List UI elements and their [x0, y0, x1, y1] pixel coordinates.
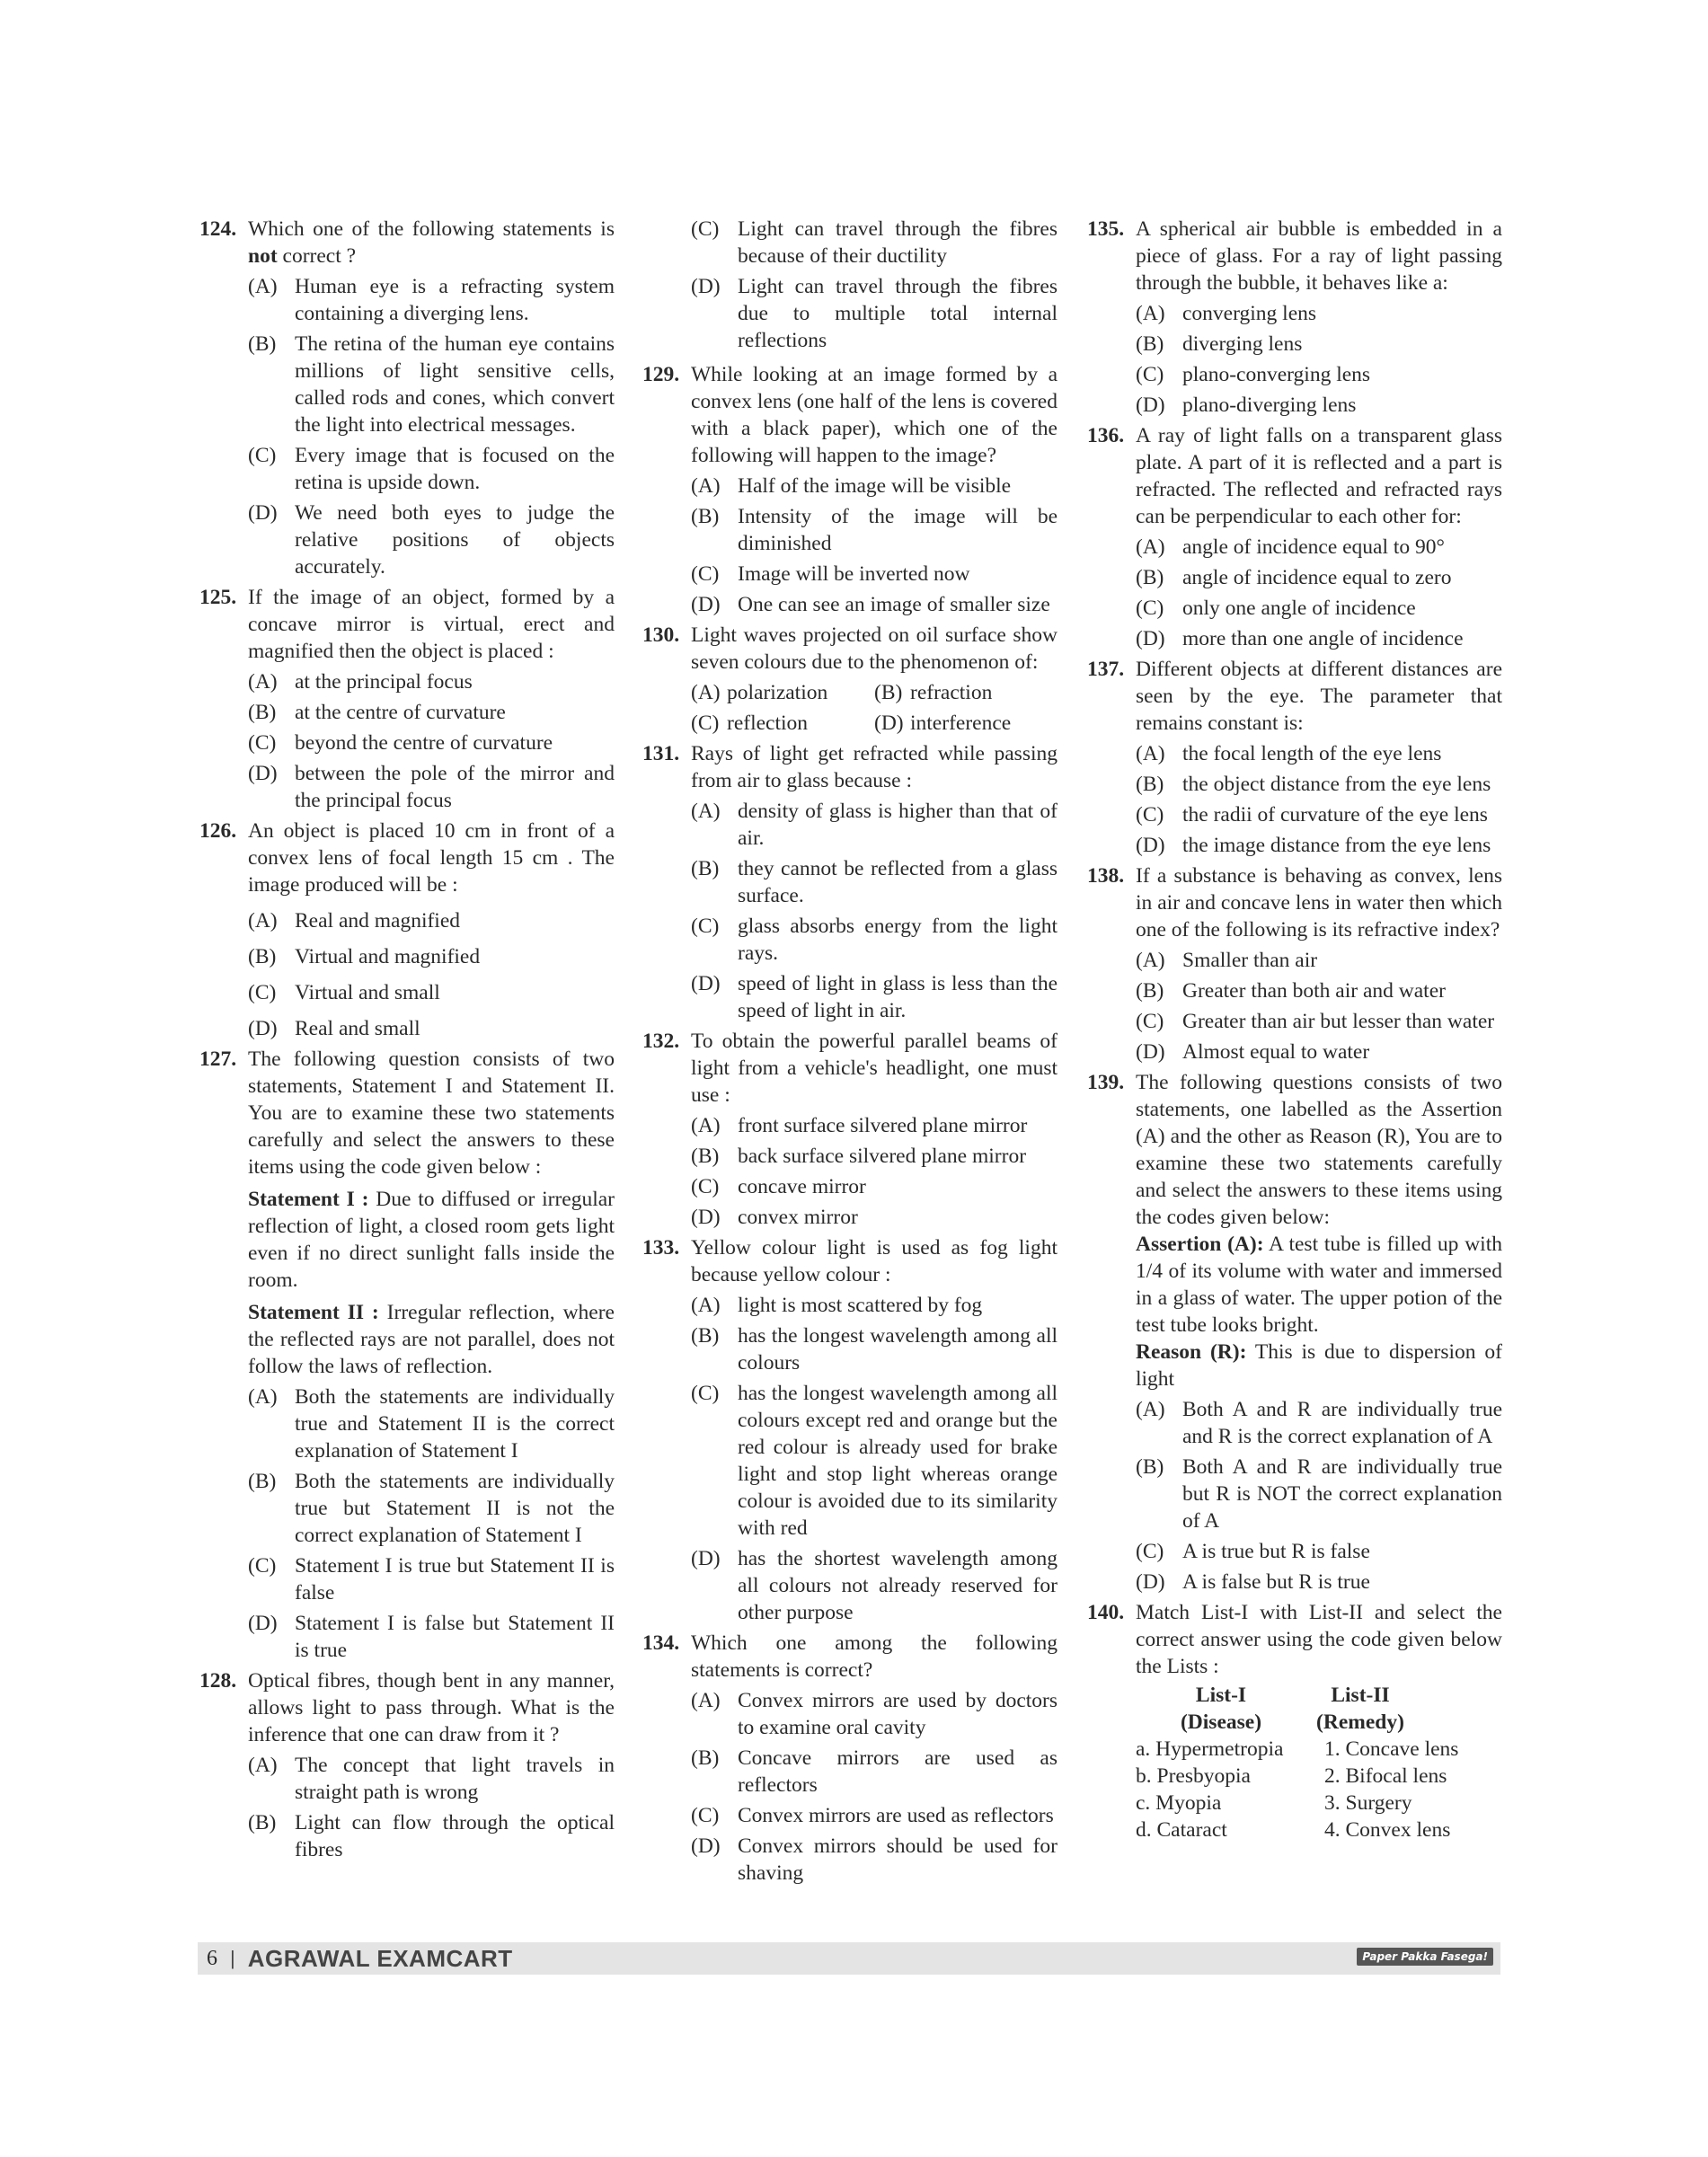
question-stem: To obtain the powerful parallel beams of light from a vehicle's headlight, one must use : [691, 1030, 1058, 1107]
option-c: (C) has the longest wavelength among all colours except red and orange but the red colour is already used for brake light and stop light whereas orange colour is avoided due to its similarity with red [691, 1382, 1058, 1540]
option-c: (C) A is true but R is false [1136, 1540, 1370, 1563]
question-number: 126. [199, 819, 237, 843]
question-stem: Different objects at different distances are seen by the eye. The parameter that remains constant is: [1136, 658, 1502, 735]
option-a: (A) angle of incidence equal to 90° [1136, 535, 1445, 559]
question-127 [199, 1046, 615, 1664]
page-number: 6 [207, 1946, 217, 1970]
table-row: d. Cataract 4. Convex lens [1136, 1818, 1451, 1842]
option-d: (D) Convex mirrors should be used for shaving [691, 1834, 1058, 1885]
option-a: (A) Human eye is a refracting system containing a diverging lens. [248, 275, 615, 325]
option-a: (A) Both A and R are individually true and R is the correct explanation of A [1136, 1398, 1502, 1448]
option-b: (B) they cannot be reflected from a glass surface. [691, 857, 1058, 907]
option-b: (B) back surface silvered plane mirror [691, 1145, 1027, 1168]
question-124 [199, 216, 615, 580]
list-2-subheader: (Remedy) [1316, 1711, 1404, 1734]
option-d: (D) convex mirror [691, 1206, 858, 1229]
question-stem: A spherical air bubble is embedded in a piece of glass. For a ray of light passing through the bubble, it behaves like a: [1136, 217, 1502, 295]
question-135 [1087, 216, 1502, 419]
option-c: (C) Light can travel through the fibres because of their ductility [691, 217, 1058, 268]
question-140 [1087, 1599, 1502, 1843]
question-number: 132. [642, 1030, 680, 1053]
option-b: (B) Concave mirrors are used as reflectors [691, 1746, 1058, 1797]
option-a: (A) Real and magnified [248, 909, 461, 933]
question-139 [1087, 1069, 1502, 1596]
option-b: (B) The retina of the human eye contains millions of light sensitive cells, called rods and cones, which convert the light into electrical messages. [248, 332, 615, 437]
question-stem: An object is placed 10 cm in front of a convex lens of focal length 15 cm . The image produced will be : [248, 819, 615, 897]
list-2-header: List-II [1331, 1684, 1390, 1707]
option-c: (C) glass absorbs energy from the light rays. [691, 915, 1058, 965]
question-stem: Which one among the following statements is correct? [691, 1631, 1058, 1682]
option-a: (A) Both the statements are individually true and Statement II is the correct explanation of Statement I [248, 1385, 615, 1463]
option-c: (C) Greater than air but lesser than water [1136, 1010, 1495, 1033]
statement-1: Statement I : Due to diffused or irregular reflection of light, a closed room gets light even if no direct sunlight falls inside the room. [248, 1188, 615, 1292]
option-d: (D) plano-diverging lens [1136, 393, 1357, 417]
question-128 [199, 1667, 615, 1863]
option-d: (D) speed of light in glass is less than the speed of light in air. [691, 972, 1058, 1022]
option-a: (A) The concept that light travels in straight path is wrong [248, 1754, 615, 1804]
option-c: (C) the radii of curvature of the eye lens [1136, 803, 1488, 827]
option-c: (C) concave mirror [691, 1175, 866, 1198]
list-1-header: List-I [1195, 1684, 1247, 1707]
question-stem: If a substance is behaving as convex, lens in air and concave lens in water then which one of the following is its refractive index? [1136, 864, 1502, 941]
brand-logo: AGRAWAL EXAMCART [247, 1944, 513, 1972]
option-a: (A) converging lens [1136, 302, 1317, 325]
list-1-subheader: (Disease) [1180, 1711, 1262, 1734]
question-136 [1087, 422, 1502, 652]
option-d: (D) We need both eyes to judge the relative positions of objects accurately. [248, 501, 615, 579]
question-133 [642, 1234, 1058, 1626]
question-stem: Light waves projected on oil surface show seven colours due to the phenomenon of: [691, 623, 1058, 674]
table-row: a. Hypermetropia 1. Concave lens [1136, 1737, 1459, 1761]
option-d: (D) the image distance from the eye lens [1136, 834, 1491, 857]
column-2 [642, 216, 1058, 1890]
question-stem: The following question consists of two statements, Statement I and Statement II. You are to examine these two statements carefully and select the answers to these items using the code given below : [248, 1048, 615, 1179]
question-130 [642, 622, 1058, 737]
question-129 [642, 361, 1058, 618]
option-d: (D) has the shortest wavelength among all colours not already reserved for other purpose [691, 1547, 1058, 1624]
match-list-table [1136, 1682, 1502, 1843]
option-c: (C) Convex mirrors are used as reflectors [691, 1804, 1054, 1827]
question-number: 136. [1087, 424, 1125, 447]
question-number: 137. [1087, 658, 1125, 681]
question-number: 138. [1087, 864, 1125, 888]
option-b: (B) angle of incidence equal to zero [1136, 566, 1452, 589]
option-a: (A) Half of the image will be visible [691, 474, 1012, 498]
question-131 [642, 740, 1058, 1024]
option-a: (A) the focal length of the eye lens [1136, 742, 1442, 765]
column-1 [199, 216, 615, 1867]
question-132 [642, 1028, 1058, 1231]
option-d: (D) more than one angle of incidence [1136, 627, 1464, 650]
option-d: (D) One can see an image of smaller size [691, 593, 1050, 616]
option-c: (C) beyond the centre of curvature [248, 731, 553, 755]
option-a: (A) density of glass is higher than that of air. [691, 800, 1058, 850]
option-a: (A) Convex mirrors are used by doctors to examine oral cavity [691, 1689, 1058, 1739]
option-c: (C) reflection [691, 712, 809, 735]
question-stem: If the image of an object, formed by a concave mirror is virtual, erect and magnified then the object is placed : [248, 586, 615, 663]
option-b: (B) Greater than both air and water [1136, 979, 1446, 1003]
option-d: (D) Almost equal to water [1136, 1040, 1370, 1064]
question-number: 134. [642, 1631, 680, 1655]
question-number: 127. [199, 1048, 237, 1071]
list-headers [1136, 1682, 1502, 1709]
footer-separator: | [230, 1947, 235, 1969]
option-b: (B) at the centre of curvature [248, 701, 506, 724]
question-126 [199, 818, 615, 1042]
question-number: 130. [642, 623, 680, 647]
option-b: (B) Both the statements are individually true but Statement II is not the correct explanation of Statement I [248, 1470, 615, 1547]
page-footer [198, 1942, 1500, 1975]
reason: Reason (R): This is due to dispersion of light [1136, 1340, 1502, 1391]
question-134 [642, 1630, 1058, 1887]
question-stem: Match List-I with List-II and select the correct answer using the code given below the Lists : [1136, 1601, 1502, 1678]
question-125 [199, 584, 615, 814]
question-137 [1087, 656, 1502, 859]
assertion: Assertion (A): A test tube is filled up with 1/4 of its volume with water and immersed in a glass of water. The upper potion of the test tube looks bright. [1136, 1233, 1502, 1337]
option-b: (B) has the longest wavelength among all colours [691, 1324, 1058, 1375]
option-d: (D) A is false but R is true [1136, 1570, 1370, 1594]
question-128-continued [642, 216, 1058, 354]
question-number: 124. [199, 217, 237, 241]
option-c: (C) only one angle of incidence [1136, 597, 1416, 620]
question-stem: While looking at an image formed by a convex lens (one half of the lens is covered with a black paper), which one of the following will happen to the image? [691, 363, 1058, 467]
option-a: (A) Smaller than air [1136, 949, 1318, 972]
option-c: (C) Image will be inverted now [691, 562, 970, 586]
question-stem: Which one of the following statements is not correct ? [248, 217, 615, 268]
table-row: c. Myopia 3. Surgery [1136, 1791, 1412, 1815]
question-stem: Rays of light get refracted while passing from air to glass because : [691, 742, 1058, 792]
option-a: (A) polarization [691, 681, 828, 704]
question-stem: Optical fibres, though bent in any manner, allows light to pass through. What is the inference that one can draw from it ? [248, 1669, 615, 1746]
option-b: (B) the object distance from the eye lens [1136, 773, 1491, 796]
option-b: (B) refraction [874, 681, 993, 704]
question-number: 139. [1087, 1071, 1125, 1094]
question-stem: The following questions consists of two statements, one labelled as the Assertion (A) and the other as Reason (R), You are to examine these two statements carefully and select the answers to these items using the codes given below: [1136, 1071, 1502, 1229]
option-d: (D) Real and small [248, 1017, 420, 1040]
option-d: (D) Light can travel through the fibres due to multiple total internal reflections [691, 275, 1058, 352]
option-a: (A) at the principal focus [248, 670, 473, 694]
question-number: 129. [642, 363, 680, 386]
option-c: (C) Statement I is true but Statement II is false [248, 1554, 615, 1604]
question-number: 125. [199, 586, 237, 609]
option-d: (D) Statement I is false but Statement II is true [248, 1612, 615, 1662]
column-3 [1087, 216, 1502, 1847]
question-138 [1087, 862, 1502, 1065]
question-stem: Yellow colour light is used as fog light because yellow colour : [691, 1236, 1058, 1286]
option-a: (A) light is most scattered by fog [691, 1294, 983, 1317]
option-b: (B) Virtual and magnified [248, 945, 481, 968]
table-row: b. Presbyopia 2. Bifocal lens [1136, 1764, 1447, 1788]
option-c: (C) Every image that is focused on the retina is upside down. [248, 444, 615, 494]
option-a: (A) front surface silvered plane mirror [691, 1114, 1028, 1137]
question-number: 133. [642, 1236, 680, 1260]
option-c: (C) plano-converging lens [1136, 363, 1371, 386]
options-row-2 [691, 710, 1058, 737]
question-number: 135. [1087, 217, 1125, 241]
statement-2: Statement II : Irregular reflection, where the reflected rays are not parallel, does not follow the laws of reflection. [248, 1301, 615, 1378]
option-b: (B) Intensity of the image will be diminished [691, 505, 1058, 555]
option-b: (B) Light can flow through the optical fibres [248, 1811, 615, 1861]
option-d: (D) between the pole of the mirror and the principal focus [248, 762, 615, 812]
question-stem: A ray of light falls on a transparent glass plate. A part of it is reflected and a part is refracted. The reflected and refracted rays can be perpendicular to each other for: [1136, 424, 1502, 528]
tagline-badge: Paper Pakka Fasega! [1357, 1948, 1493, 1966]
question-number: 131. [642, 742, 680, 765]
question-number: 128. [199, 1669, 237, 1693]
list-subheaders [1136, 1709, 1502, 1736]
option-c: (C) Virtual and small [248, 981, 440, 1004]
option-b: (B) Both A and R are individually true but R is NOT the correct explanation of A [1136, 1455, 1502, 1533]
option-b: (B) diverging lens [1136, 332, 1303, 356]
question-number: 140. [1087, 1601, 1125, 1624]
option-d: (D) interference [874, 712, 1012, 735]
options-row-1 [691, 679, 1058, 706]
